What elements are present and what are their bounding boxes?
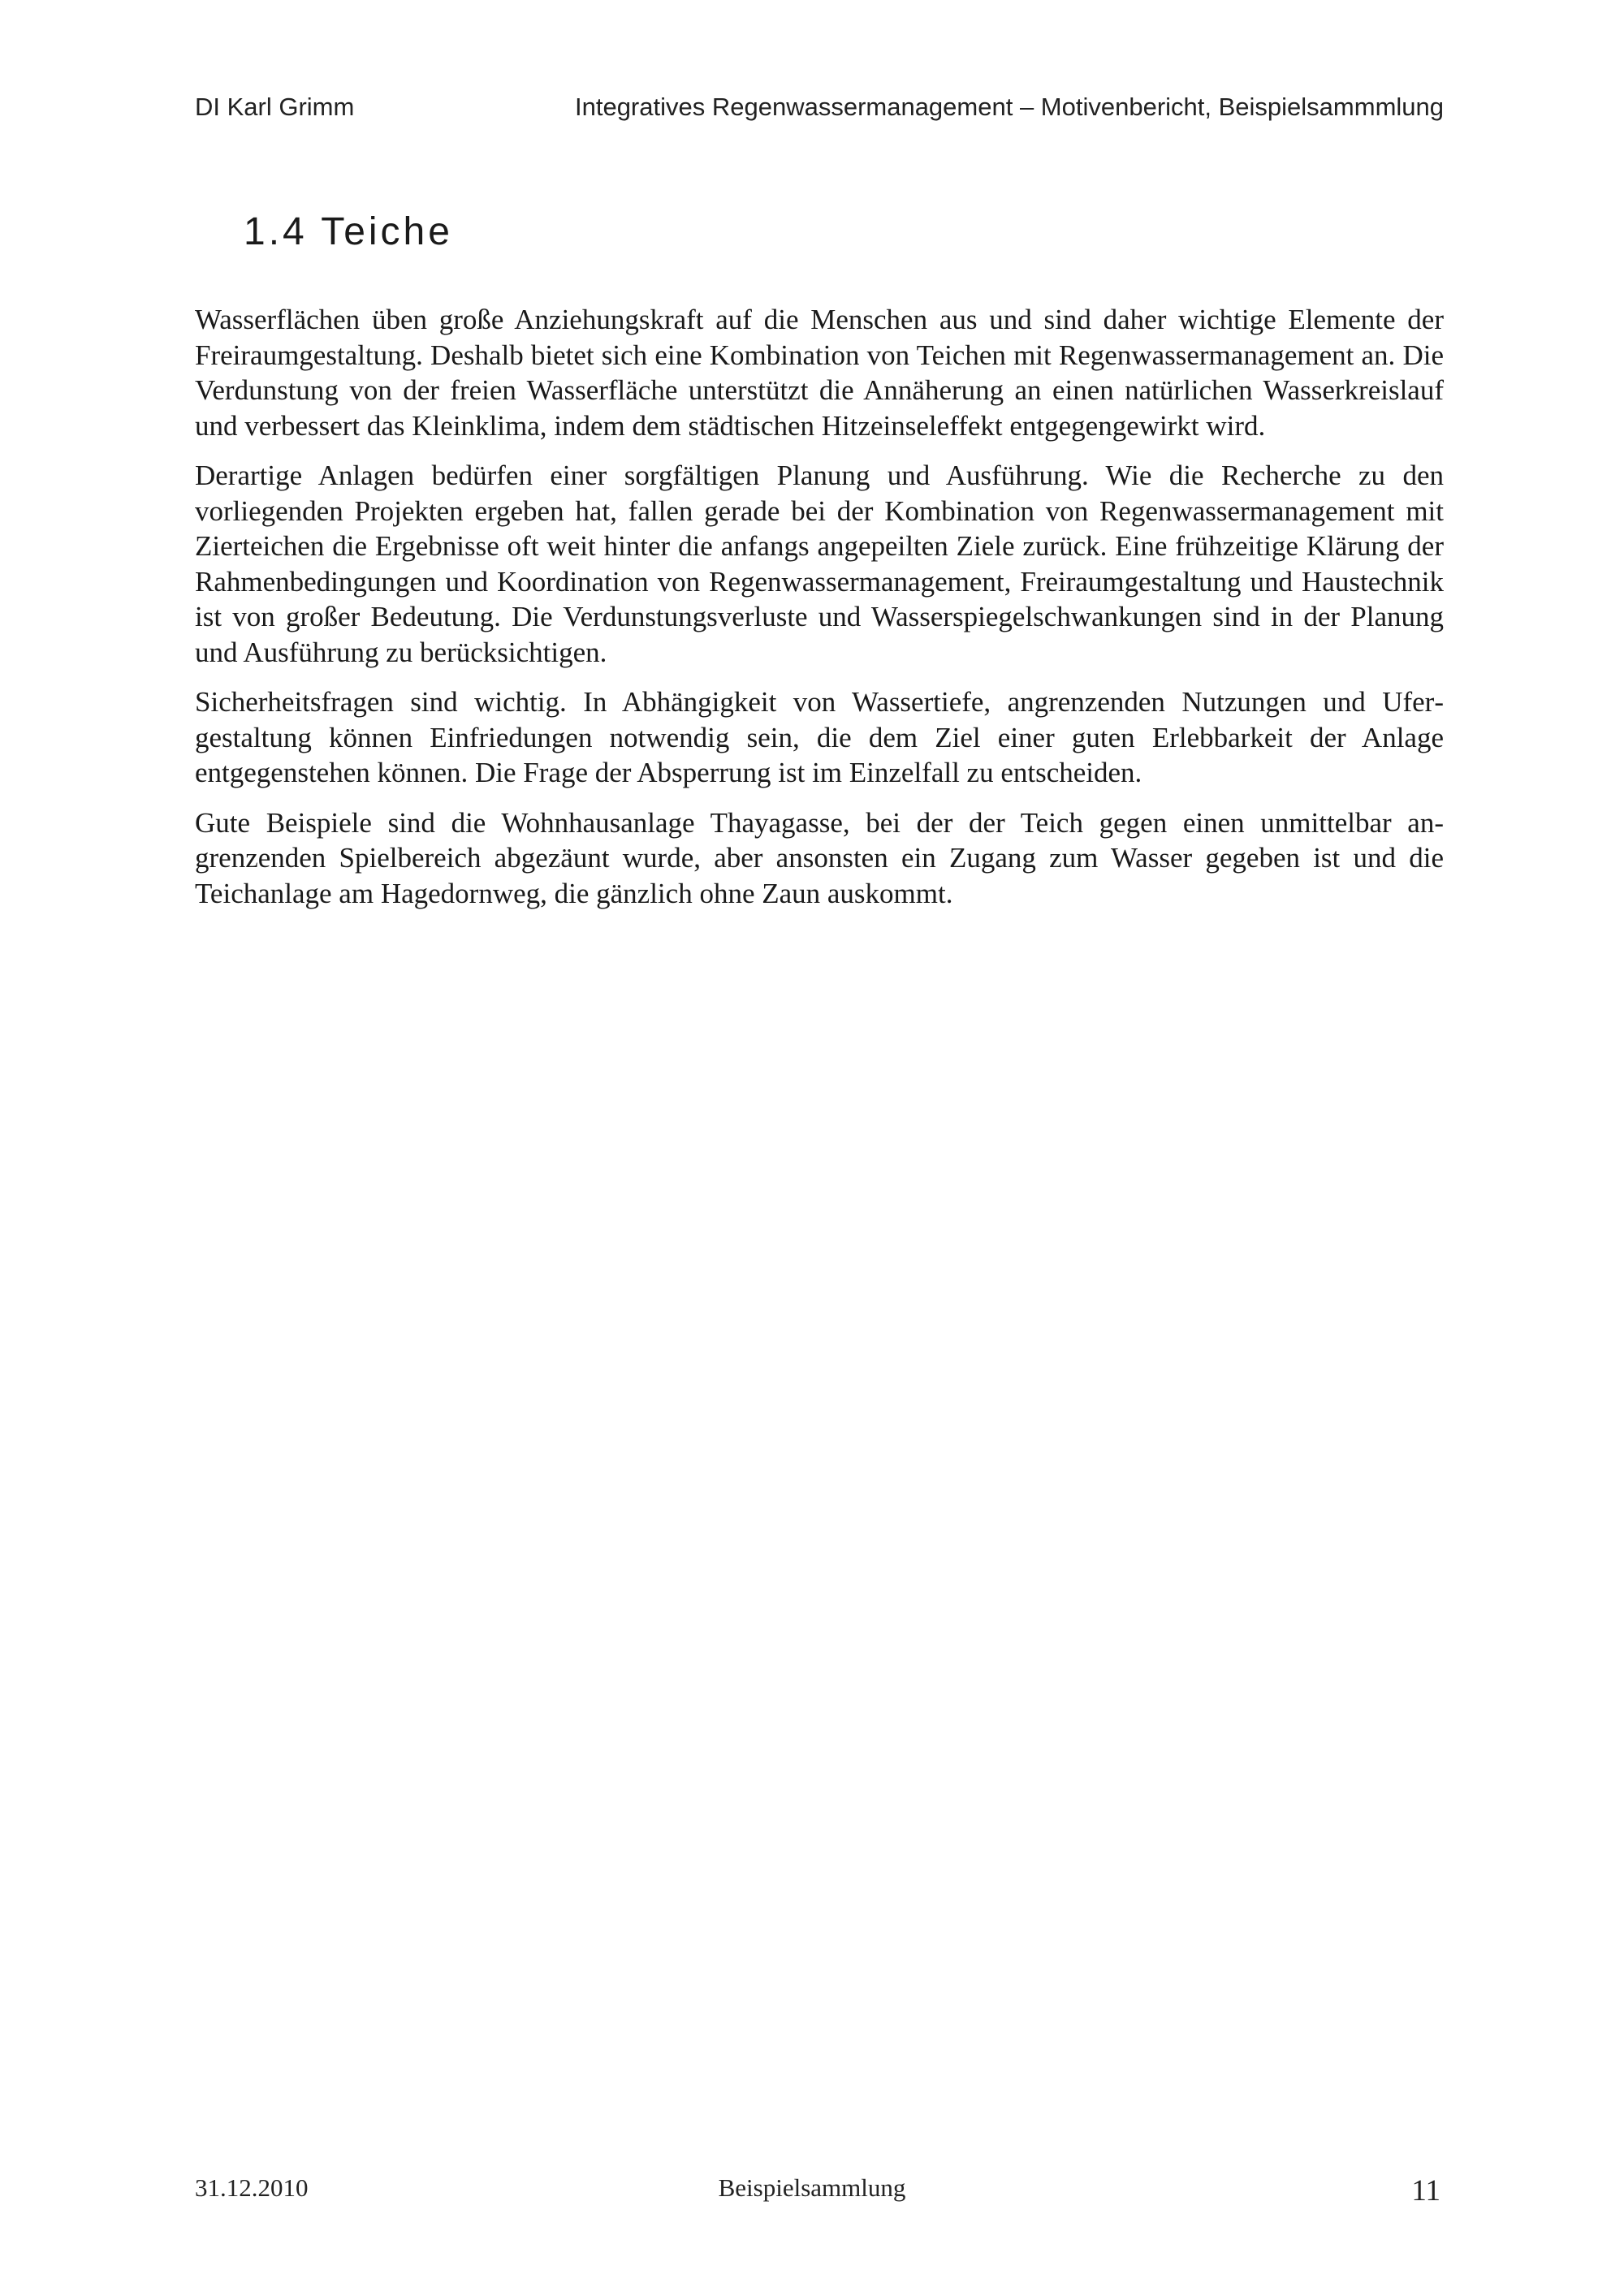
paragraph: Sicherheitsfragen sind wichtig. In Abhängigkeit von Wassertiefe, angrenzenden Nutzungen und Ufergestaltung können Einfriedungen notwendig sein, die dem Ziel einer guten Erlebbarkeit der Anlage entgegenstehen können. Die Frage der Absperrung ist im Einzelfall zu entscheiden.: [195, 686, 1444, 788]
header-author: DI Karl Grimm: [195, 93, 355, 121]
header-document-title: Integratives Regenwassermanagement – Motivenbericht, Beispielsammmlung: [574, 93, 1444, 121]
paragraph: Wasserflächen üben große Anziehungskraft auf die Menschen aus und sind daher wichtige Elemente der Freiraumgestaltung. Deshalb bietet sich eine Kombination von Teichen mit Regenwassermanagement an. Die Verdunstung von der freien Wasserfläche unterstützt die Annäherung an einen natürlichen Wasserkreislauf und verbessert das Kleinklima, indem dem städtischen Hitzeinseleffekt entgegengewirkt wird.: [195, 304, 1444, 442]
footer-label: Beispielsammlung: [718, 2173, 906, 2202]
page-number: 11: [1411, 2174, 1440, 2208]
paragraph: Derartige Anlagen bedürfen einer sorgfältigen Planung und Ausführung. Wie die Recherche zu den vorliegenden Projekten ergeben hat, fallen gerade bei der Kombination von Regenwassermanagement mit Zierteichen die Ergebnisse oft weit hinter die anfangs angepeilten Ziele zurück. Eine frühzeitige Klärung der Rahmenbedingungen und Koordination von Regenwassermanagement, Freiraumgestaltung und Haustechnik ist von großer Bedeutung. Die Verdunstungsverluste und Wasserspiegelschwankungen sind in der Planung und Ausführung zu berücksichtigen.: [195, 460, 1444, 668]
section-title: 1.4 Teiche: [244, 210, 453, 253]
footer-date: 31.12.2010: [195, 2173, 309, 2202]
body-text: [195, 302, 1444, 926]
paragraph: Gute Beispiele sind die Wohnhausanlage Thayagasse, bei der der Teich gegen einen unmittelbar angrenzenden Spielbereich abgezäunt wurde, aber ansonsten ein Zugang zum Wasser gegeben ist und die Teichanlage am Hagedornweg, die gänzlich ohne Zaun auskommt.: [195, 806, 1444, 909]
